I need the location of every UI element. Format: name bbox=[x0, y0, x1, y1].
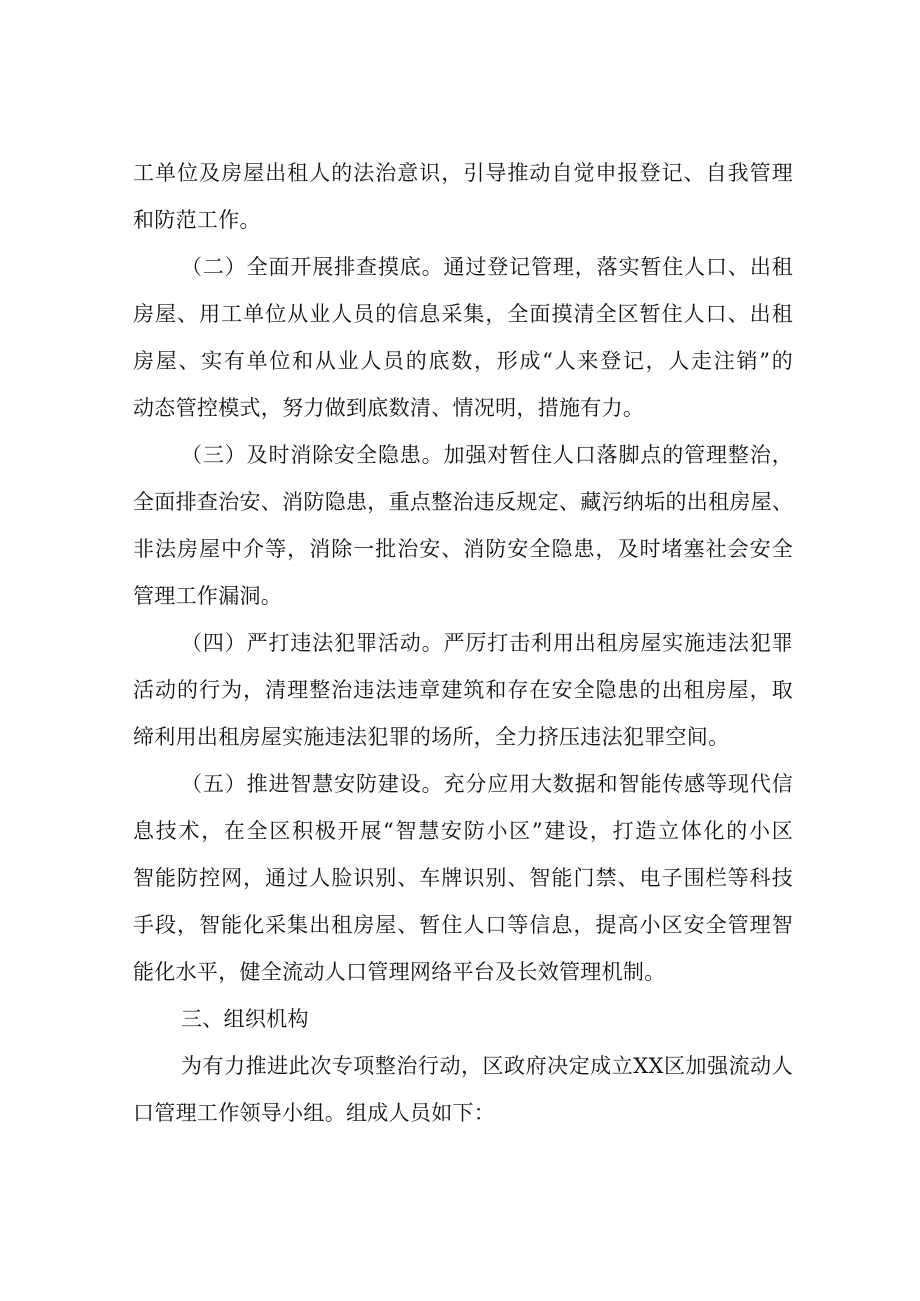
section-heading-line: （三）及时消除安全隐患。加强对暂住人口落脚点的管理整治， bbox=[181, 443, 793, 467]
paragraph-line: 管理工作漏洞。 bbox=[133, 584, 283, 608]
section-heading-line: （四）严打违法犯罪活动。严厉打击利用出租房屋实施违法犯罪 bbox=[181, 631, 793, 655]
section-heading-line: （二）全面开展排查摸底。通过登记管理，落实暂住人口、出租 bbox=[181, 255, 793, 279]
paragraph-line: 手段，智能化采集出租房屋、暂住人口等信息，提高小区安全管理智 bbox=[133, 913, 793, 937]
paragraph-line: 动态管控模式，努力做到底数清、情况明，措施有力。 bbox=[133, 396, 645, 420]
paragraph-line: 全面排查治安、消防隐患，重点整治违反规定、藏污纳垢的出租房屋、 bbox=[133, 490, 794, 514]
section-heading-line: （五）推进智慧安防建设。充分应用大数据和智能传感等现代信 bbox=[181, 772, 793, 796]
paragraph-line: 为有力推进此次专项整治行动，区政府决定成立XX区加强流动人 bbox=[181, 1054, 793, 1078]
paragraph-line: 活动的行为，清理整治违法违章建筑和存在安全隐患的出租房屋，取 bbox=[133, 678, 793, 702]
paragraph-line: 口管理工作领导小组。组成人员如下： bbox=[133, 1101, 496, 1125]
paragraph-line: 房屋、用工单位从业人员的信息采集，全面摸清全区暂住人口、出租 bbox=[133, 302, 793, 326]
paragraph-line: 能化水平，健全流动人口管理网络平台及长效管理机制。 bbox=[133, 960, 666, 984]
paragraph-line: 房屋、实有单位和从业人员的底数，形成“人来登记，人走注销”的 bbox=[133, 349, 793, 373]
paragraph-line: 智能防控网，通过人脸识别、车牌识别、智能门禁、电子围栏等科技 bbox=[133, 866, 793, 890]
paragraph-line: 非法房屋中介等，消除一批治安、消防安全隐患，及时堵塞社会安全 bbox=[133, 537, 793, 561]
paragraph-line: 缔利用出租房屋实施违法犯罪的场所，全力挤压违法犯罪空间。 bbox=[133, 725, 730, 749]
paragraph-line: 工单位及房屋出租人的法治意识，引导推动自觉申报登记、自我管理 bbox=[133, 161, 793, 185]
paragraph-line: 息技术，在全区积极开展“智慧安防小区”建设，打造立体化的小区 bbox=[133, 819, 793, 843]
chapter-heading: 三、组织机构 bbox=[181, 1007, 309, 1031]
paragraph-line: 和防范工作。 bbox=[133, 208, 261, 232]
